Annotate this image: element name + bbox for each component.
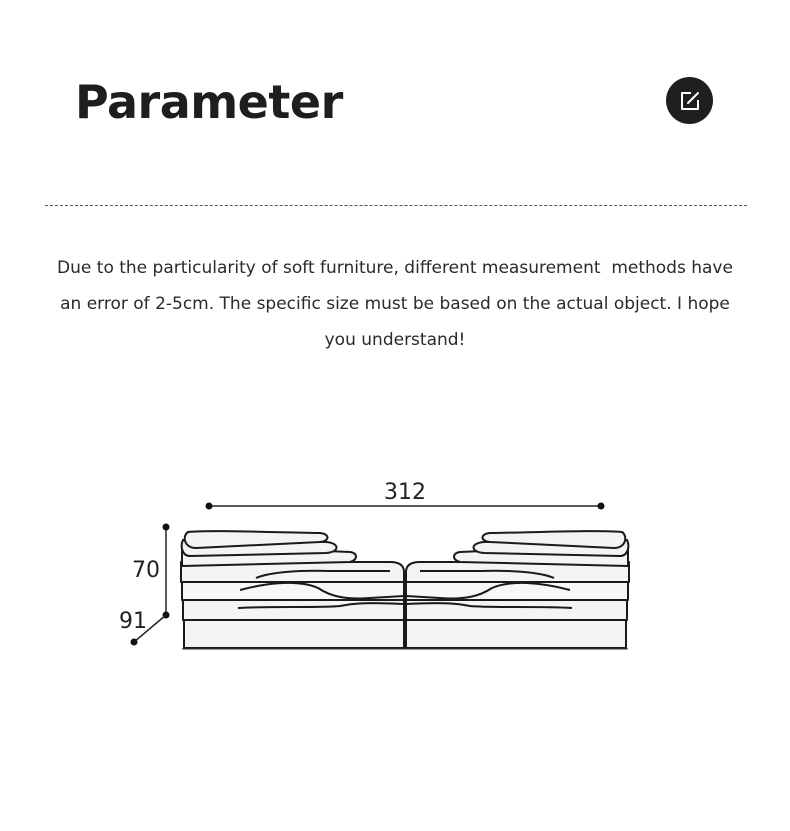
page-title: Parameter xyxy=(75,75,343,129)
sofa-left-module xyxy=(181,531,404,648)
depth-dimension xyxy=(119,609,166,646)
depth-label: 91 xyxy=(119,609,147,634)
sofa-illustration xyxy=(181,531,629,649)
width-dimension xyxy=(206,480,605,510)
measurement-notice: Due to the particularity of soft furniture, different measurement methods have an error of 2-5cm. The specific size must be based on the actual object. I hope you understand! xyxy=(57,258,739,350)
height-dimension xyxy=(132,524,170,619)
height-label: 70 xyxy=(132,558,160,583)
sofa-right-module xyxy=(406,531,629,648)
width-label: 312 xyxy=(384,480,426,505)
